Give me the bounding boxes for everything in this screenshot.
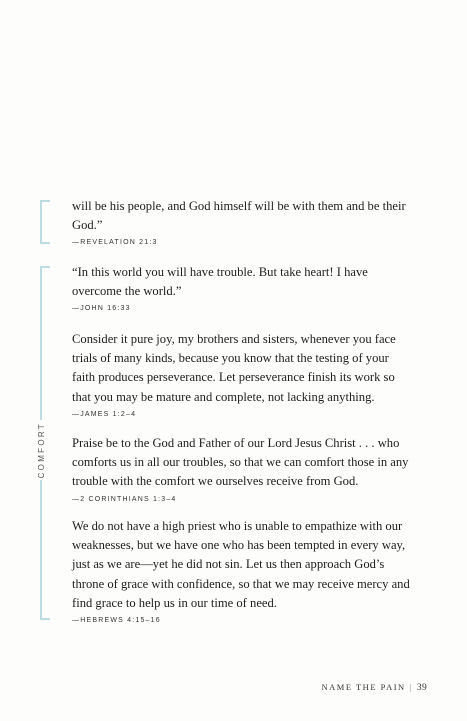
page-footer: [321, 682, 427, 693]
bracket-cap-bottom: [40, 618, 50, 620]
passage-text: will be his people, and God himself will be with them and be their God.”: [72, 199, 406, 233]
passage-text: Consider it pure joy, my brothers and sisters, whenever you face trials of many kinds, because you know that the testing of your faith produces perseverance. Let perseverance finish its work so that you may be mature and complete, not lacking anything.: [72, 332, 396, 404]
passage-corinthians: [72, 434, 412, 503]
passage-reference: —JOHN 16:33: [72, 305, 131, 313]
passage-revelation: [72, 197, 412, 246]
footer-section-title: NAME THE PAIN: [321, 682, 406, 692]
passage-reference: —2 CORINTHIANS 1:3–4: [72, 495, 177, 503]
bracket-cap-top: [40, 200, 50, 202]
passage-reference: —JAMES 1:2–4: [72, 410, 137, 418]
passage-text: “In this world you will have trouble. But take heart! I have overcome the world.”: [72, 265, 368, 299]
passage-reference: —REVELATION 21:3: [72, 239, 158, 247]
passage-james: [72, 330, 412, 418]
passage-hebrews: [72, 517, 412, 624]
bracket-cap-top: [40, 266, 50, 268]
passage-text: We do not have a high priest who is unable to empathize with our weaknesses, but we have one who has been tempted in every way, just as we are—yet he did not sin. Let us then approach God’s throne of grace with confidence, so that we may receive mercy and find grace to help us in our time of need.: [72, 519, 410, 610]
margin-bracket-top: [40, 200, 42, 244]
page-number: 39: [416, 683, 427, 693]
footer-separator: |: [409, 682, 413, 692]
side-label-text: COMFORT: [36, 421, 46, 479]
passage-text: Praise be to the God and Father of our Lord Jesus Christ . . . who comforts us in all our troubles, so that we can comfort those in any trouble with the comfort we ourselves receive from God.: [72, 436, 409, 489]
passage-reference: —HEBREWS 4:15–16: [72, 617, 161, 625]
passage-john: [72, 263, 412, 312]
section-side-label: [33, 420, 49, 480]
bracket-cap-bottom: [40, 242, 50, 244]
